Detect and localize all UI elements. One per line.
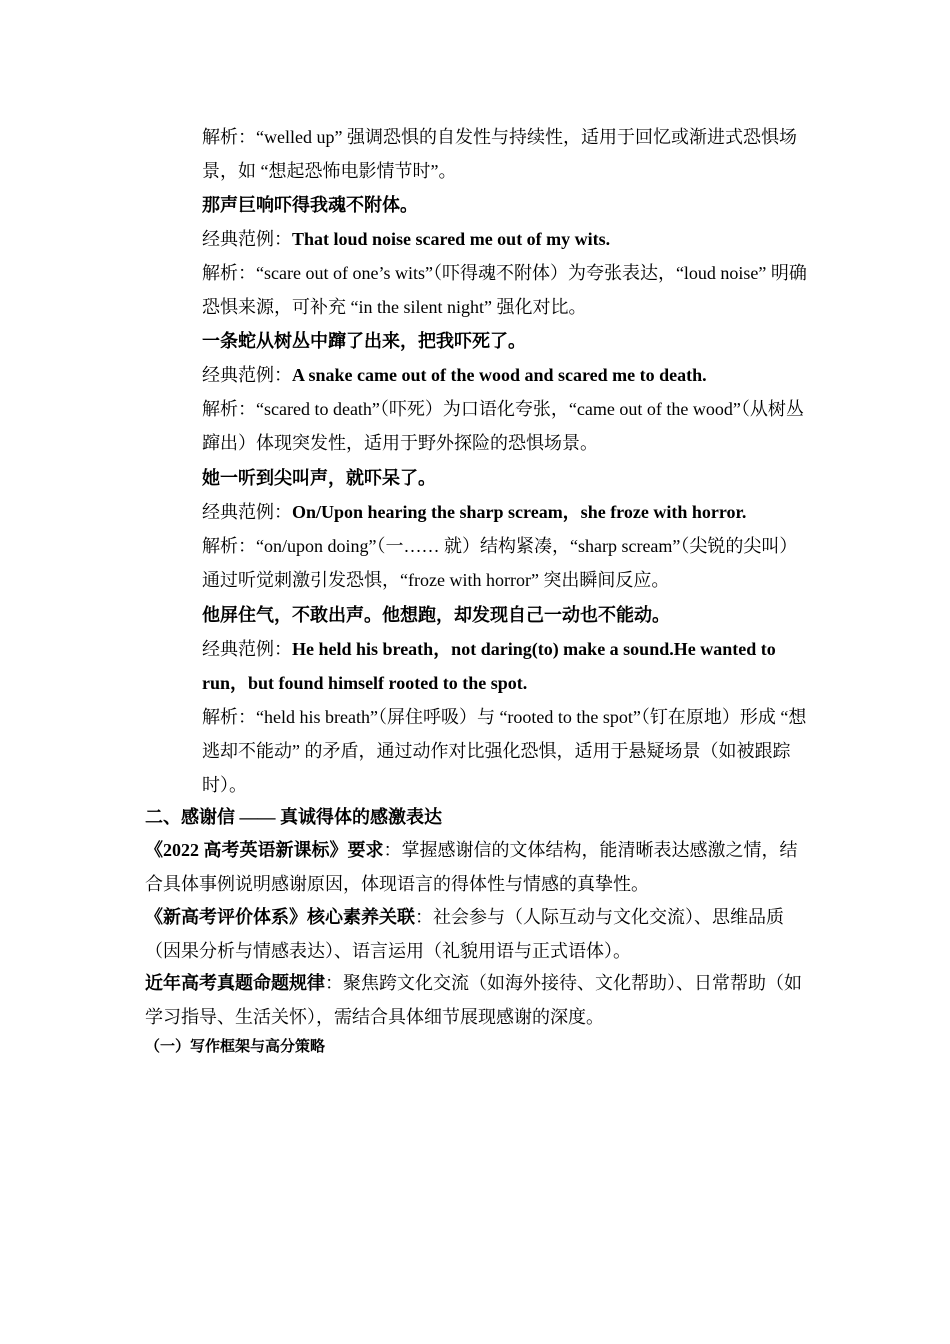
chinese-sentence-text: 那声巨响吓得我魂不附体。 xyxy=(202,195,418,215)
example-label: 经典范例： xyxy=(202,502,292,522)
requirement-paragraph xyxy=(145,833,805,901)
analysis-text: “welled up” 强调恐惧的自发性与持续性，适用于回忆或渐进式恐惧场景，如 “想起恐怖电影情节时”。 xyxy=(202,127,797,181)
analysis-label: 解析： xyxy=(202,399,256,419)
analysis-paragraph xyxy=(202,256,812,324)
example-text: He held his breath，not daring(to) make a sound.He wanted to run，but found himself rooted to the spot. xyxy=(202,639,776,693)
analysis-text: “scared to death”（吓死）为口语化夸张，“came out of the wood”（从树丛蹿出）体现突发性，适用于野外探险的恐惧场景。 xyxy=(202,399,804,453)
chinese-sentence-text: 他屏住气，不敢出声。他想跑，却发现自己一动也不能动。 xyxy=(202,605,670,625)
literacy-paragraph xyxy=(145,900,805,968)
example-paragraph xyxy=(202,222,812,256)
chinese-sentence xyxy=(202,461,812,495)
analysis-paragraph xyxy=(202,700,812,802)
subsection-heading-text: （一）写作框架与高分策略 xyxy=(145,1037,326,1055)
analysis-label: 解析： xyxy=(202,536,256,556)
example-paragraph xyxy=(202,358,812,392)
chinese-sentence-text: 她一听到尖叫声，就吓呆了。 xyxy=(202,468,436,488)
chinese-sentence xyxy=(202,188,812,222)
example-text: On/Upon hearing the sharp scream，she froze with horror. xyxy=(292,502,747,522)
literacy-text: ：社会参与（人际互动与文化交流）、思维品质（因果分析与情感表达）、语言运用（礼貌用语与正式语体）。 xyxy=(145,907,784,961)
example-label: 经典范例： xyxy=(202,365,292,385)
analysis-text: “scare out of one’s wits”（吓得魂不附体）为夸张表达，“loud noise” 明确恐惧来源，可补充 “in the silent night” 强化对比。 xyxy=(202,263,807,317)
literacy-label: 《新高考评价体系》核心素养关联 xyxy=(145,907,415,927)
requirement-label: 《2022 高考英语新课标》要求 xyxy=(145,840,384,860)
example-text: That loud noise scared me out of my wits. xyxy=(292,229,611,249)
analysis-paragraph xyxy=(202,392,812,460)
analysis-label: 解析： xyxy=(202,707,256,727)
chinese-sentence xyxy=(202,598,812,632)
analysis-text: “on/upon doing”（一…… 就）结构紧凑，“sharp scream”（尖锐的尖叫）通过听觉刺激引发恐惧，“froze with horror” 突出瞬间反应。 xyxy=(202,536,798,590)
analysis-text: “held his breath”（屏住呼吸）与 “rooted to the spot”（钉在原地）形成 “想逃却不能动” 的矛盾，通过动作对比强化恐惧，适用于悬疑场景（如被跟踪时）。 xyxy=(202,707,807,795)
analysis-label: 解析： xyxy=(202,127,256,147)
section-heading xyxy=(145,800,805,834)
example-paragraph xyxy=(202,495,812,529)
chinese-sentence-text: 一条蛇从树丛中蹿了出来，把我吓死了。 xyxy=(202,331,526,351)
analysis-paragraph xyxy=(202,529,812,597)
section-heading-text: 二、感谢信 —— 真诚得体的感激表达 xyxy=(145,807,442,827)
analysis-label: 解析： xyxy=(202,263,256,283)
pattern-text: ：聚焦跨文化交流（如海外接待、文化帮助）、日常帮助（如学习指导、生活关怀），需结合具体细节展现感谢的深度。 xyxy=(145,973,802,1027)
example-label: 经典范例： xyxy=(202,639,292,659)
pattern-paragraph xyxy=(145,966,805,1034)
example-paragraph xyxy=(202,632,812,700)
pattern-label: 近年高考真题命题规律 xyxy=(145,973,325,993)
example-label: 经典范例： xyxy=(202,229,292,249)
chinese-sentence xyxy=(202,324,812,358)
analysis-paragraph xyxy=(202,120,812,188)
subsection-heading xyxy=(145,1034,325,1058)
example-text: A snake came out of the wood and scared me to death. xyxy=(292,365,707,385)
requirement-text: ：掌握感谢信的文体结构，能清晰表达感激之情，结合具体事例说明感谢原因，体现语言的得体性与情感的真挚性。 xyxy=(145,840,798,894)
